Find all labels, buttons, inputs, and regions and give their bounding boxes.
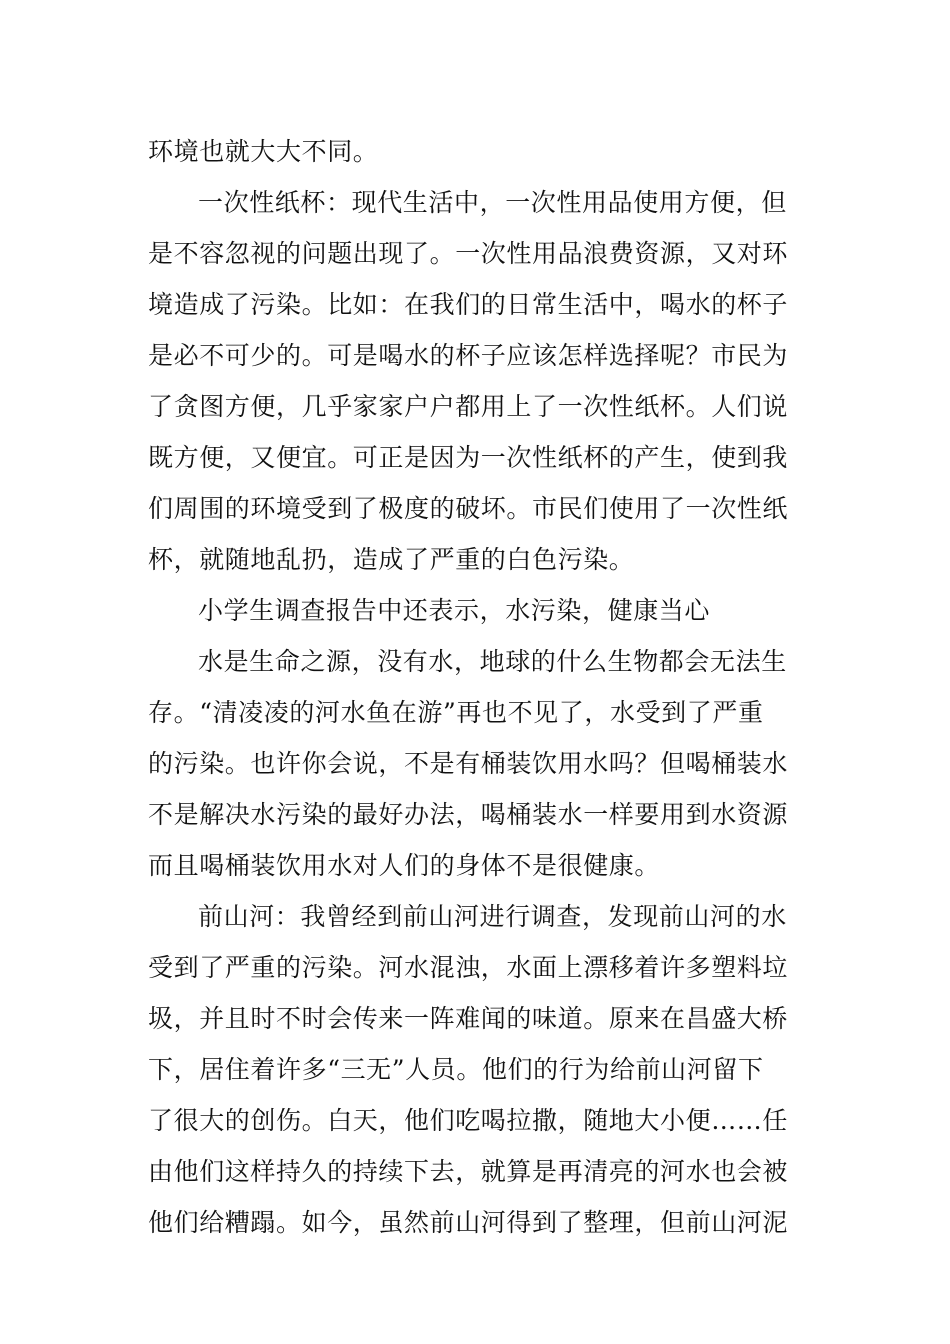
text-line: 存。“清凌凌的河水鱼在游”再也不见了，水受到了严重 (148, 698, 764, 727)
text-line: 了很大的创伤。白天，他们吃喝拉撒，随地大小便……任 (148, 1106, 789, 1135)
text-line: 们周围的环境受到了极度的破坏。市民们使用了一次性纸 (148, 494, 789, 523)
text-line: 不是解决水污染的最好办法，喝桶装水一样要用到水资源 (148, 800, 789, 829)
paragraph-first-line: 水是生命之源，没有水，地球的什么生物都会无法生 (198, 647, 787, 676)
text-line: 杯，就随地乱扔，造成了严重的白色污染。 (148, 545, 635, 574)
text-line: 的污染。也许你会说，不是有桶装饮用水吗？但喝桶装水 (148, 749, 789, 778)
text-line: 是不容忽视的问题出现了。一次性用品浪费资源，又对环 (148, 239, 789, 268)
text-line: 他们给糟蹋。如今，虽然前山河得到了整理，但前山河泥 (148, 1208, 789, 1237)
text-line: 是必不可少的。可是喝水的杯子应该怎样选择呢？市民为 (148, 341, 789, 370)
text-line: 环境也就大大不同。 (148, 137, 379, 166)
text-line: 下，居住着许多“三无”人员。他们的行为给前山河留下 (148, 1055, 764, 1084)
text-line: 受到了严重的污染。河水混浊，水面上漂移着许多塑料垃 (148, 953, 789, 982)
text-line: 了贪图方便，几乎家家户户都用上了一次性纸杯。人们说 (148, 392, 789, 421)
text-line: 既方便，又便宜。可正是因为一次性纸杯的产生，使到我 (148, 443, 789, 472)
text-line: 圾，并且时不时会传来一阵难闻的味道。原来在昌盛大桥 (148, 1004, 789, 1033)
text-line: 而且喝桶装饮用水对人们的身体不是很健康。 (148, 851, 661, 880)
section-heading: 小学生调查报告中还表示，水污染，健康当心 (198, 596, 711, 625)
text-line: 由他们这样持久的持续下去，就算是再清亮的河水也会被 (148, 1157, 789, 1186)
paragraph-first-line: 一次性纸杯：现代生活中，一次性用品使用方便，但 (198, 188, 787, 217)
paragraph-first-line: 前山河：我曾经到前山河进行调查，发现前山河的水 (198, 902, 787, 931)
text-line: 境造成了污染。比如：在我们的日常生活中，喝水的杯子 (148, 290, 789, 319)
